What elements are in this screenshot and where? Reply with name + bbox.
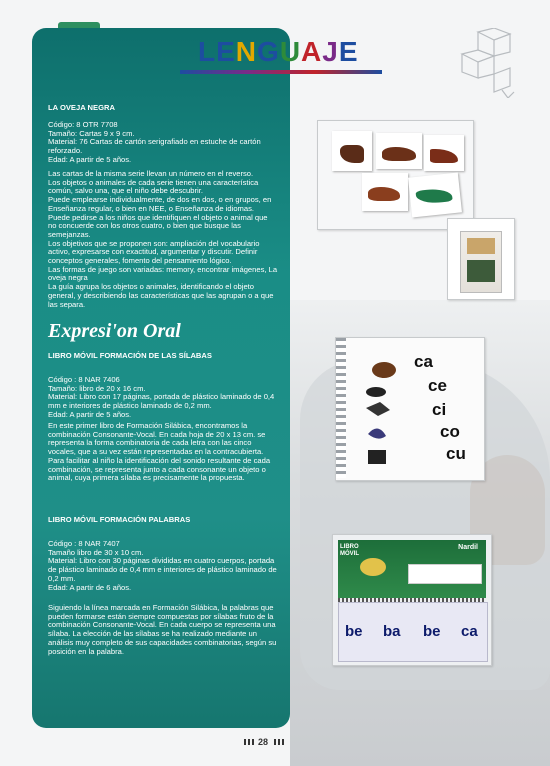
frog-icon — [360, 558, 386, 576]
card-box-photo — [447, 218, 515, 300]
section-body-oveja-negra: Las cartas de la misma serie llevan un número en el reverso. Los objetos o animales de cada serie tienen una característica común, salvo una, que el niño debe descubrir. Puede emplearse individualmente, de dos en dos, o en grupos, en Enseñanza regular, o bien en NEE, o Enseñanza de idiomas. Puede pedirse a los niños que identifiquen el objeto o animal que no concuerde con los otros cuatro, o bien que busque las semejanzas. Los objetivos que se proponen son: ampliación del vocabulario activo, expresarse con exactitud, argumentar y discutir. Definir conceptos generales, fomento del pensamiento lógico. Las formas de juego son variadas: memory, encontrar imágenes, La oveja negra La guía agrupa los objetos o animales, identificando el objeto general, y describiendo las características que las agrupan o a que las separa. — [48, 169, 278, 309]
title-letter-4: U — [279, 36, 302, 67]
section-specs-silabas: Código : 8 NAR 7406 Tamaño: libro de 20 x 16 cm. Material: Libro con 17 páginas, portada de plástico laminado de 0,4 mm e interiores de plástico laminado de 0,2 mm. Edad: A partir de 5 años. — [48, 375, 275, 419]
syllable-co: co — [440, 422, 460, 441]
word-book-cover — [338, 540, 486, 598]
spiral-binding — [336, 338, 346, 478]
section-specs-palabras: Código : 8 NAR 7407 Tamaño libro de 30 x 10 cm. Material: Libro con 30 páginas divididas en cuatro cuerpos, portada de plástico laminado de 0,4 mm e interiores de plástico laminado de 0,2 mm. Edad: A partir de 6 años. — [48, 539, 277, 592]
section-heading-silabas: LIBRO MÓVIL FORMACIÓN DE LAS SÍLABAS — [48, 351, 212, 360]
title-letter-7: E — [338, 36, 359, 67]
page-number-decoration-right — [274, 739, 286, 745]
syllable-ci: ci — [432, 400, 447, 419]
mouse-icon — [366, 387, 386, 397]
brand-label: Nardil — [458, 544, 478, 551]
sandal-icon — [368, 187, 400, 201]
box-lid-picture — [467, 238, 495, 254]
card-boot — [332, 131, 372, 171]
section-heading-oveja-negra: LA OVEJA NEGRA — [48, 103, 115, 112]
flippers-icon — [415, 187, 452, 205]
title-letter-5: A — [301, 36, 323, 67]
title-letter-3: G — [257, 36, 280, 67]
card-shoe — [376, 133, 422, 169]
snail-icon — [372, 362, 396, 378]
syllable-card-4: ca — [461, 623, 478, 640]
section-heading-palabras: LIBRO MÓVIL FORMACIÓN PALABRAS — [48, 515, 191, 524]
syllable-card-3: be — [423, 623, 441, 640]
card-sandal — [362, 173, 408, 211]
cup-icon — [368, 450, 386, 464]
cubes-icon — [458, 28, 518, 98]
card-heel — [424, 135, 464, 171]
boot-icon — [340, 145, 364, 163]
section-specs-oveja-negra: Código: 8 OTR 7708 Tamaño: Cartas 9 x 9 cm. Material: 76 Cartas de cartón serigrafiado en estuche de cartón reforzado. Edad: A partir de 5 años. — [48, 120, 261, 164]
ostrich-icon — [368, 428, 386, 438]
card-box — [460, 231, 502, 293]
word-window — [408, 564, 482, 584]
card-flippers — [408, 172, 462, 217]
title-letter-2: N — [235, 36, 258, 67]
syllable-ca: ca — [414, 352, 433, 371]
expression-oral-title: Expresi'on Oral — [48, 320, 181, 342]
bird-icon — [366, 402, 390, 416]
syllable-card-2: ba — [383, 623, 401, 640]
box-front-picture — [467, 260, 495, 282]
syllable-cards — [338, 602, 488, 662]
title-underline — [180, 70, 382, 74]
title-letter-0: L — [198, 36, 217, 67]
syllable-card-1: be — [345, 623, 363, 640]
section-body-palabras: Siguiendo la línea marcada en Formación Silábica, la palabras que pueden formarse están siempre compuestas por sílabas fruto de la combinación Consonante-Vocal. En cada cuerpo se representa una sílaba. La elección de las sílabas se ha realizado mediante un análisis muy completo de sus capacidades combinatorias, según su posición en la palabra. — [48, 603, 277, 656]
shoe-cards-photo — [317, 120, 474, 230]
cover-label: LIBRO MÓVIL — [340, 544, 359, 557]
title-letter-6: J — [322, 36, 339, 67]
page-number-decoration-left — [244, 739, 256, 745]
title-letter-1: E — [216, 36, 236, 67]
syllable-cu: cu — [446, 444, 466, 463]
page-title — [198, 36, 359, 68]
section-body-silabas: En este primer libro de Formación Silábica, encontramos la combinación Consonante-Vocal. En cada hoja de 20 x 13 cm. se representa la forma combinatoria de cada letra con las cinco vocales, que a su vez están representadas en la contracubierta. Para facilitar al niño la identificación del sonido resultante de cada combinación, se representa junto a cada consonante un objeto o animal, cuya primera sílaba es precisamente la propuesta. — [48, 421, 271, 483]
syllable-ce: ce — [428, 376, 447, 395]
shoe-icon — [382, 147, 416, 161]
animal-pictures — [356, 358, 406, 468]
syllable-book-photo — [335, 337, 485, 481]
high-heel-icon — [430, 149, 458, 163]
page-number: 28 — [258, 737, 269, 747]
